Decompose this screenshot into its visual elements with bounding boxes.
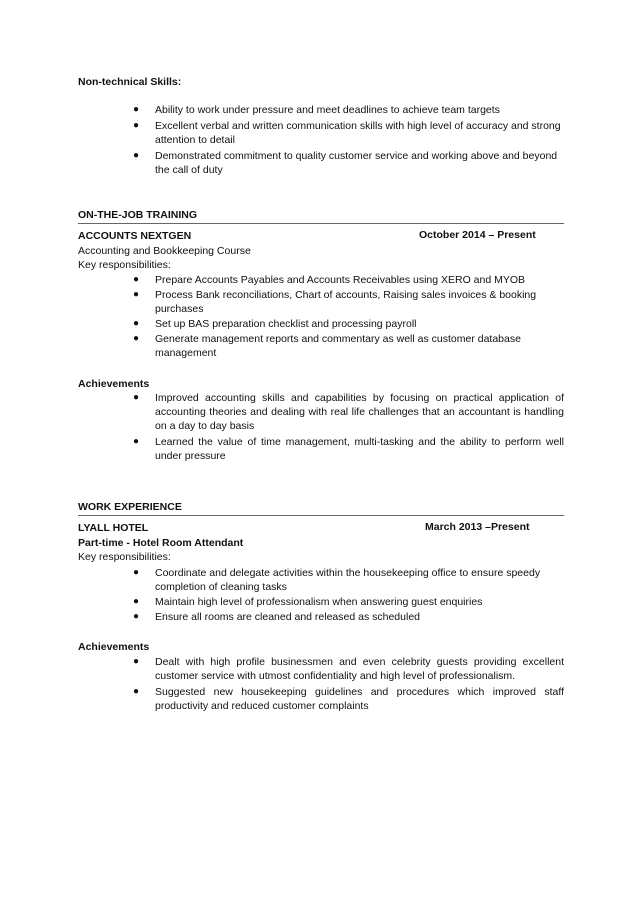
- training-responsibilities-list: [78, 273, 564, 360]
- list-item: ● Set up BAS preparation checklist and processing payroll: [133, 318, 417, 330]
- work-achievements-heading: Achievements: [78, 641, 150, 653]
- work-achievements-list: [78, 655, 564, 713]
- list-item: ● Demonstrated commitment to quality customer service and working above and beyond the call of duty: [133, 150, 558, 176]
- work-responsibilities-list: [78, 566, 564, 624]
- bullet-icon: ●: [133, 436, 140, 447]
- bullet-icon: ●: [133, 567, 140, 578]
- training-key-resp-label: Key responsibilities:: [78, 259, 171, 271]
- section-heading-non-technical: Non-technical Skills:: [78, 76, 182, 88]
- bullet-icon: ●: [133, 656, 140, 667]
- work-role: Part-time - Hotel Room Attendant: [78, 537, 244, 549]
- list-item: ● Maintain high level of professionalism when answering guest enquiries: [133, 596, 483, 608]
- bullet-icon: ●: [133, 318, 140, 329]
- list-item: ● Prepare Accounts Payables and Accounts Receivables using XERO and MYOB: [133, 274, 526, 286]
- training-employer: ACCOUNTS NEXTGEN: [78, 230, 192, 242]
- list-item: ● Improved accounting skills and capabilities by focusing on practical application of accounting theories and dealing with real life challenges that an accountant is handling on a day to day basis: [133, 392, 564, 432]
- bullet-icon: ●: [133, 150, 140, 161]
- non-technical-skills-list: [78, 103, 564, 177]
- training-dates: October 2014 – Present: [419, 229, 536, 241]
- section-divider: [78, 515, 564, 516]
- bullet-icon: ●: [133, 392, 140, 403]
- section-divider: [78, 223, 564, 224]
- work-dates: March 2013 –Present: [425, 521, 530, 533]
- bullet-icon: ●: [133, 289, 140, 300]
- section-heading-training: ON-THE-JOB TRAINING: [78, 209, 197, 221]
- bullet-icon: ●: [133, 596, 140, 607]
- list-item: ● Generate management reports and commentary as well as customer database management: [133, 333, 521, 359]
- list-item: ● Dealt with high profile businessmen and even celebrity guests providing excellent customer service with utmost confidentiality and high level of professionalism.: [133, 656, 564, 682]
- list-item: ● Coordinate and delegate activities within the housekeeping office to ensure speedy completion of cleaning tasks: [133, 567, 541, 593]
- bullet-icon: ●: [133, 120, 140, 131]
- list-item: ● Ability to work under pressure and meet deadlines to achieve team targets: [133, 104, 500, 116]
- training-course: Accounting and Bookkeeping Course: [78, 245, 251, 257]
- list-item: ● Excellent verbal and written communication skills with high level of accuracy and strong attention to detail: [133, 120, 561, 146]
- list-item: ● Ensure all rooms are cleaned and released as scheduled: [133, 611, 420, 623]
- bullet-icon: ●: [133, 686, 140, 697]
- bullet-icon: ●: [133, 104, 140, 115]
- training-achievements-heading: Achievements: [78, 378, 150, 390]
- bullet-icon: ●: [133, 333, 140, 344]
- work-employer: LYALL HOTEL: [78, 522, 149, 534]
- bullet-icon: ●: [133, 274, 140, 285]
- section-heading-work: WORK EXPERIENCE: [78, 501, 182, 513]
- list-item: ● Process Bank reconciliations, Chart of accounts, Raising sales invoices & booking purchases: [133, 289, 537, 315]
- work-key-resp-label: Key responsibilities:: [78, 551, 171, 563]
- bullet-icon: ●: [133, 611, 140, 622]
- list-item: ● Suggested new housekeeping guidelines and procedures which improved staff productivity and reduced customer complaints: [133, 686, 564, 712]
- training-achievements-list: [78, 391, 564, 463]
- list-item: ● Learned the value of time management, multi-tasking and the ability to perform well under pressure: [133, 436, 564, 462]
